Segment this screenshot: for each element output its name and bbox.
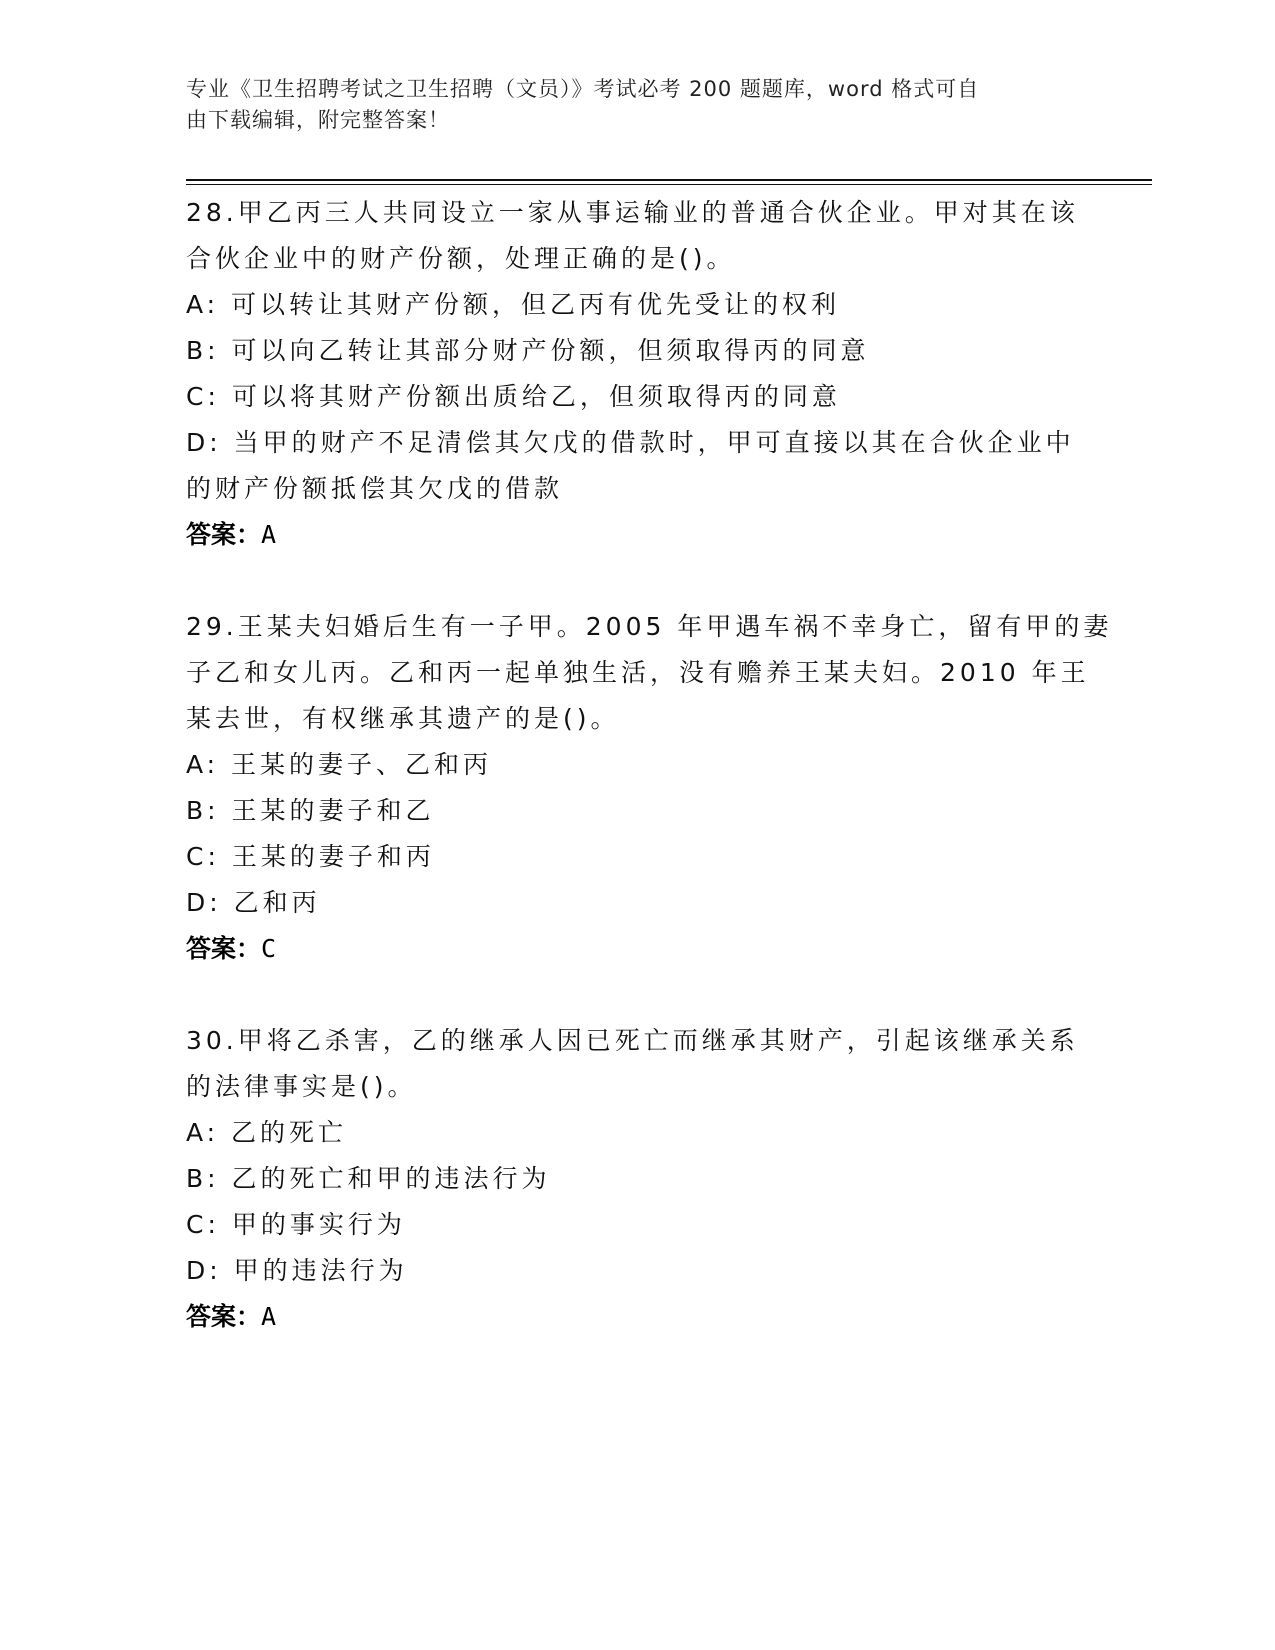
option-line: D: 甲的违法行为	[186, 1256, 408, 1285]
question-stem-line: 的法律事实是()。	[186, 1072, 417, 1101]
question-stem-line: 子乙和女儿丙。乙和丙一起单独生活，没有赡养王某夫妇。2010 年王	[186, 658, 1090, 687]
question-block	[186, 1018, 1086, 1340]
question-stem-line: 某去世，有权继承其遗产的是()。	[186, 704, 620, 733]
option-line: C: 甲的事实行为	[186, 1210, 406, 1239]
answer-label: 答案：	[186, 520, 262, 549]
question-stem-line: 合伙企业中的财产份额，处理正确的是()。	[186, 244, 736, 273]
option-line: C: 可以将其财产份额出质给乙，但须取得丙的同意	[186, 382, 841, 411]
answer-label: 答案：	[186, 1302, 262, 1331]
header-line-2: 由下载编辑，附完整答案！	[186, 108, 450, 132]
option-line: A: 乙的死亡	[186, 1118, 348, 1147]
document-header	[186, 74, 1086, 136]
option-line: 的财产份额抵偿其欠戊的借款	[186, 474, 564, 503]
header-divider-thick	[186, 179, 1152, 181]
option-line: D: 乙和丙	[186, 888, 321, 917]
answer-value: A	[261, 520, 277, 549]
answer-value: A	[261, 1302, 277, 1331]
question-block	[186, 190, 1086, 558]
answer-line	[186, 1294, 1086, 1340]
question-stem-line: 29.王某夫妇婚后生有一子甲。2005 年甲遇车祸不幸身亡，留有甲的妻	[186, 612, 1113, 641]
question-list	[186, 190, 1113, 1386]
option-line: D: 当甲的财产不足清偿其欠戊的借款时，甲可直接以其在合伙企业中	[186, 428, 1075, 457]
answer-line	[186, 512, 1086, 558]
header-line-1: 专业《卫生招聘考试之卫生招聘（文员）》考试必考 200 题题库，word 格式可自	[186, 77, 980, 101]
option-line: A: 可以转让其财产份额，但乙丙有优先受让的权利	[186, 290, 841, 319]
question-stem-line: 28.甲乙丙三人共同设立一家从事运输业的普通合伙企业。甲对其在该	[186, 198, 1079, 227]
option-line: A: 王某的妻子、乙和丙	[186, 750, 493, 779]
question-stem-line: 30.甲将乙杀害，乙的继承人因已死亡而继承其财产，引起该继承关系	[186, 1026, 1079, 1055]
answer-value: C	[261, 934, 277, 963]
option-line: B: 王某的妻子和乙	[186, 796, 435, 825]
option-line: B: 乙的死亡和甲的违法行为	[186, 1164, 551, 1193]
option-line: B: 可以向乙转让其部分财产份额，但须取得丙的同意	[186, 336, 870, 365]
option-line: C: 王某的妻子和丙	[186, 842, 435, 871]
answer-label: 答案：	[186, 934, 262, 963]
question-block	[186, 604, 1113, 972]
answer-line	[186, 926, 1086, 972]
header-divider-thin	[186, 184, 1152, 185]
